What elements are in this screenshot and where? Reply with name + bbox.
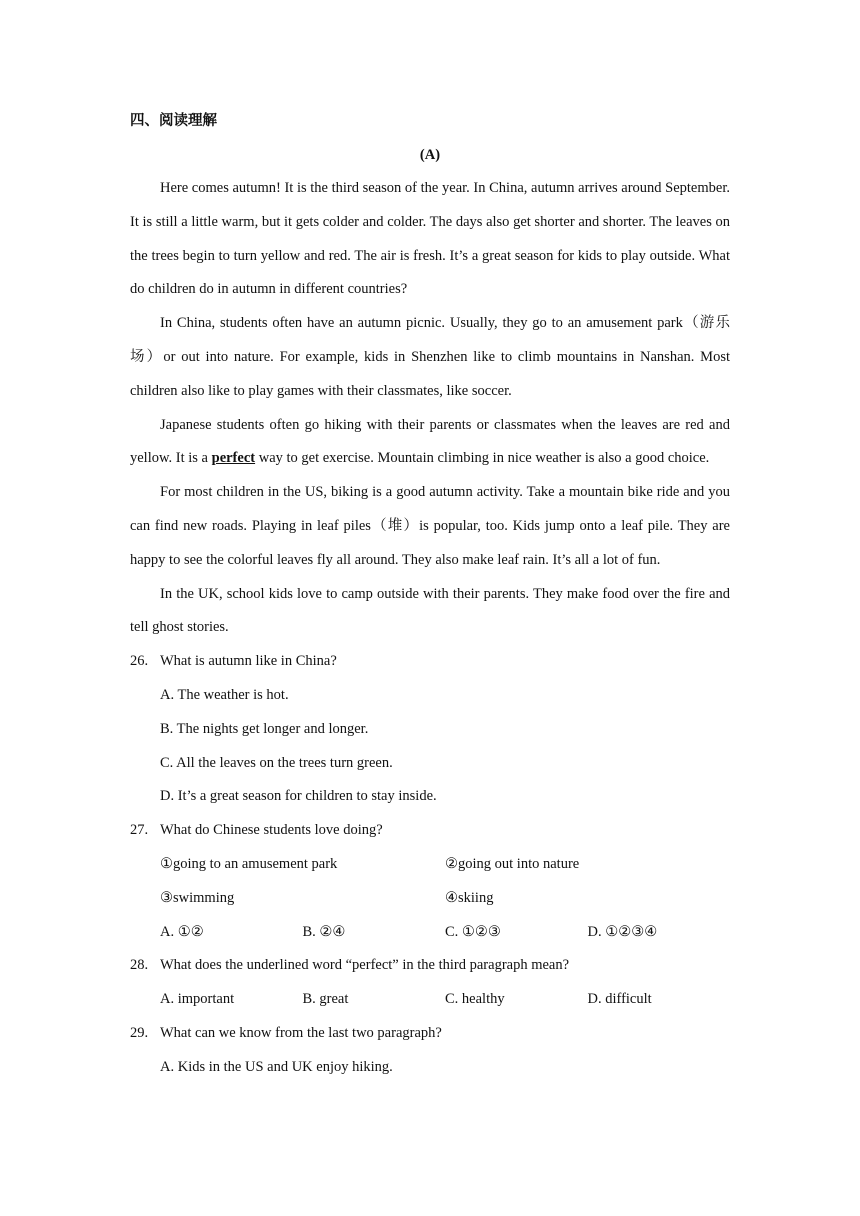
question-number: 28. [130, 957, 149, 974]
paragraph-4: For most children in the US, biking is a good autumn activity. Take a mountain bike ride and you can find new roads. Playing in leaf piles（堆）is popular, too. Kids jump onto a leaf pile. They are happy to see the colorful leaves fly all around. They also make leaf rain. It’s all a lot of fun. [130, 484, 730, 568]
q27-option-b: B. ②④ [302, 923, 346, 940]
q27-option-c: C. ①②③ [445, 923, 501, 940]
question-26 [130, 645, 730, 679]
q28-option-d: D. difficult [587, 991, 652, 1008]
q28-option-a: A. important [160, 991, 235, 1008]
question-number: 29. [130, 1024, 149, 1041]
q27-item-3: ③swimming [160, 889, 235, 906]
paragraph-2: In China, students often have an autumn picnic. Usually, they go to an amusement park（游乐场）or out into nature. For example, kids in Shenzhen like to climb mountains in Nanshan. Most children also like to play games with their classmates, like soccer. [130, 315, 730, 399]
q27-options [130, 916, 730, 950]
q27-option-d: D. ①②③④ [587, 923, 658, 940]
q27-option-a: A. ①② [160, 923, 204, 940]
question-29 [130, 1017, 730, 1051]
document-page [130, 104, 730, 1085]
paragraph-3-after: way to get exercise. Mountain climbing in nice weather is also a good choice. [255, 450, 710, 467]
question-number: 27. [130, 822, 149, 839]
q27-items-row-1 [130, 848, 730, 882]
question-text: What do Chinese students love doing? [160, 822, 383, 839]
question-text: What is autumn like in China? [160, 653, 337, 670]
q28-option-c: C. healthy [445, 991, 505, 1008]
q27-items-row-2 [130, 882, 730, 916]
q27-item-1: ①going to an amusement park [160, 855, 338, 872]
paragraph-3-before: Japanese students often go hiking with their parents or classmates when the leaves are red and yellow. It is a [130, 416, 730, 467]
passage-title: (A) [419, 147, 441, 163]
q29-option-a: A. Kids in the US and UK enjoy hiking. [160, 1058, 393, 1075]
question-text: What does the underlined word “perfect” in the third paragraph mean? [160, 957, 570, 974]
question-27 [130, 814, 730, 848]
q26-option-b: B. The nights get longer and longer. [160, 720, 369, 737]
q26-option-d: D. It’s a great season for children to stay inside. [160, 788, 437, 805]
q26-option-a: A. The weather is hot. [160, 686, 289, 703]
q26-option-c: C. All the leaves on the trees turn green. [160, 754, 393, 771]
underlined-word: perfect [211, 450, 256, 467]
paragraph-5: In the UK, school kids love to camp outside with their parents. They make food over the fire and tell ghost stories. [130, 585, 730, 636]
q27-item-4: ④skiing [445, 889, 494, 906]
q27-item-2: ②going out into nature [445, 855, 580, 872]
question-text: What can we know from the last two paragraph? [160, 1024, 442, 1041]
question-number: 26. [130, 653, 149, 670]
paragraph-1: Here comes autumn! It is the third season of the year. In China, autumn arrives around September. It is still a little warm, but it gets colder and colder. The days also get shorter and shorter. The leaves on the trees begin to turn yellow and red. The air is fresh. It’s a great season for kids to play outside. What do children do in autumn in different countries? [130, 180, 730, 298]
q28-option-b: B. great [302, 991, 349, 1008]
paragraph-3 [130, 409, 730, 477]
question-28 [130, 949, 730, 983]
section-title: 四、阅读理解 [130, 113, 217, 129]
q28-options [130, 983, 730, 1017]
